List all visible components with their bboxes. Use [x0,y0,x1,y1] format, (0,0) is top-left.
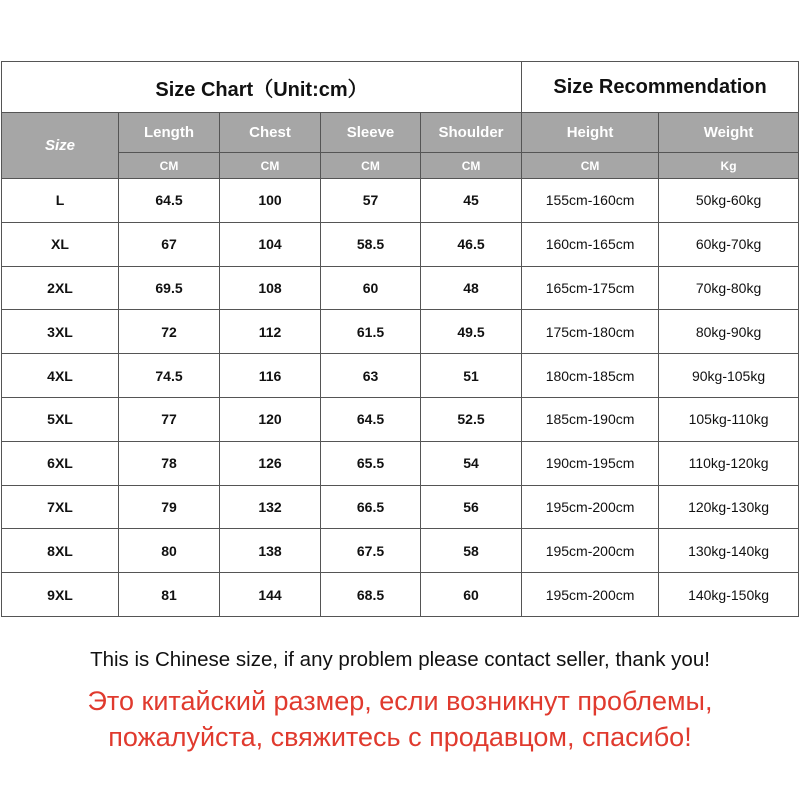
length-cell: 64.5 [119,179,220,223]
chest-cell: 144 [220,573,321,617]
chest-cell: 138 [220,529,321,573]
shoulder-cell: 45 [421,179,522,223]
height-cell: 180cm-185cm [522,354,659,398]
length-cell: 67 [119,222,220,266]
size-recommendation-title: Size Recommendation [522,62,799,113]
sleeve-cell: 63 [321,354,421,398]
size-cell: 7XL [2,485,119,529]
chest-cell: 104 [220,222,321,266]
length-cell: 79 [119,485,220,529]
chest-cell: 120 [220,397,321,441]
size-cell: 3XL [2,310,119,354]
shoulder-cell: 52.5 [421,397,522,441]
table-row [2,441,799,485]
size-cell: XL [2,222,119,266]
weight-cell: 120kg-130kg [659,485,799,529]
table-row [2,310,799,354]
size-cell: 2XL [2,266,119,310]
height-cell: 185cm-190cm [522,397,659,441]
sleeve-cell: 57 [321,179,421,223]
height-cell: 195cm-200cm [522,573,659,617]
sleeve-cell: 64.5 [321,397,421,441]
height-cell: 155cm-160cm [522,179,659,223]
chest-cell: 100 [220,179,321,223]
sleeve-cell: 58.5 [321,222,421,266]
size-cell: 6XL [2,441,119,485]
weight-cell: 50kg-60kg [659,179,799,223]
size-cell: 5XL [2,397,119,441]
weight-header: Weight [659,113,799,153]
table-row [2,397,799,441]
length-unit: CM [119,153,220,179]
size-cell: 9XL [2,573,119,617]
height-cell: 195cm-200cm [522,485,659,529]
header-row [2,113,799,153]
shoulder-cell: 58 [421,529,522,573]
table-row [2,179,799,223]
table-row [2,266,799,310]
shoulder-cell: 46.5 [421,222,522,266]
weight-cell: 90kg-105kg [659,354,799,398]
unit-row [2,153,799,179]
sleeve-cell: 60 [321,266,421,310]
size-header: Size [2,113,119,179]
shoulder-unit: CM [421,153,522,179]
weight-cell: 140kg-150kg [659,573,799,617]
chest-cell: 132 [220,485,321,529]
sleeve-cell: 66.5 [321,485,421,529]
chest-cell: 112 [220,310,321,354]
sleeve-cell: 67.5 [321,529,421,573]
english-note: This is Chinese size, if any problem please contact seller, thank you! [90,648,710,671]
length-cell: 78 [119,441,220,485]
weight-cell: 105kg-110kg [659,397,799,441]
table-row [2,573,799,617]
russian-note [0,683,800,755]
height-cell: 175cm-180cm [522,310,659,354]
sleeve-unit: CM [321,153,421,179]
weight-cell: 110kg-120kg [659,441,799,485]
height-cell: 165cm-175cm [522,266,659,310]
russian-note-line-1: Это китайский размер, если возникнут проблемы, [87,686,713,716]
height-header: Height [522,113,659,153]
length-header: Length [119,113,220,153]
chest-unit: CM [220,153,321,179]
length-cell: 72 [119,310,220,354]
shoulder-cell: 48 [421,266,522,310]
chest-cell: 126 [220,441,321,485]
weight-unit: Kg [659,153,799,179]
weight-cell: 130kg-140kg [659,529,799,573]
table-row [2,354,799,398]
russian-note-line-2: пожалуйста, свяжитесь с продавцом, спасибо! [108,722,692,752]
length-cell: 81 [119,573,220,617]
shoulder-cell: 51 [421,354,522,398]
title-row [2,62,799,113]
weight-cell: 80kg-90kg [659,310,799,354]
size-chart-title: Size Chart（Unit:cm） [2,62,522,113]
shoulder-cell: 60 [421,573,522,617]
chest-cell: 116 [220,354,321,398]
height-unit: CM [522,153,659,179]
height-cell: 195cm-200cm [522,529,659,573]
length-cell: 77 [119,397,220,441]
table-row [2,529,799,573]
weight-cell: 70kg-80kg [659,266,799,310]
size-cell: 8XL [2,529,119,573]
shoulder-header: Shoulder [421,113,522,153]
height-cell: 190cm-195cm [522,441,659,485]
chest-header: Chest [220,113,321,153]
height-cell: 160cm-165cm [522,222,659,266]
size-chart-table [1,61,799,617]
sleeve-cell: 65.5 [321,441,421,485]
sleeve-cell: 61.5 [321,310,421,354]
size-rows [2,179,799,617]
shoulder-cell: 49.5 [421,310,522,354]
length-cell: 69.5 [119,266,220,310]
shoulder-cell: 56 [421,485,522,529]
length-cell: 74.5 [119,354,220,398]
shoulder-cell: 54 [421,441,522,485]
sleeve-cell: 68.5 [321,573,421,617]
size-cell: 4XL [2,354,119,398]
length-cell: 80 [119,529,220,573]
chest-cell: 108 [220,266,321,310]
size-cell: L [2,179,119,223]
table-row [2,222,799,266]
table-row [2,485,799,529]
sleeve-header: Sleeve [321,113,421,153]
weight-cell: 60kg-70kg [659,222,799,266]
